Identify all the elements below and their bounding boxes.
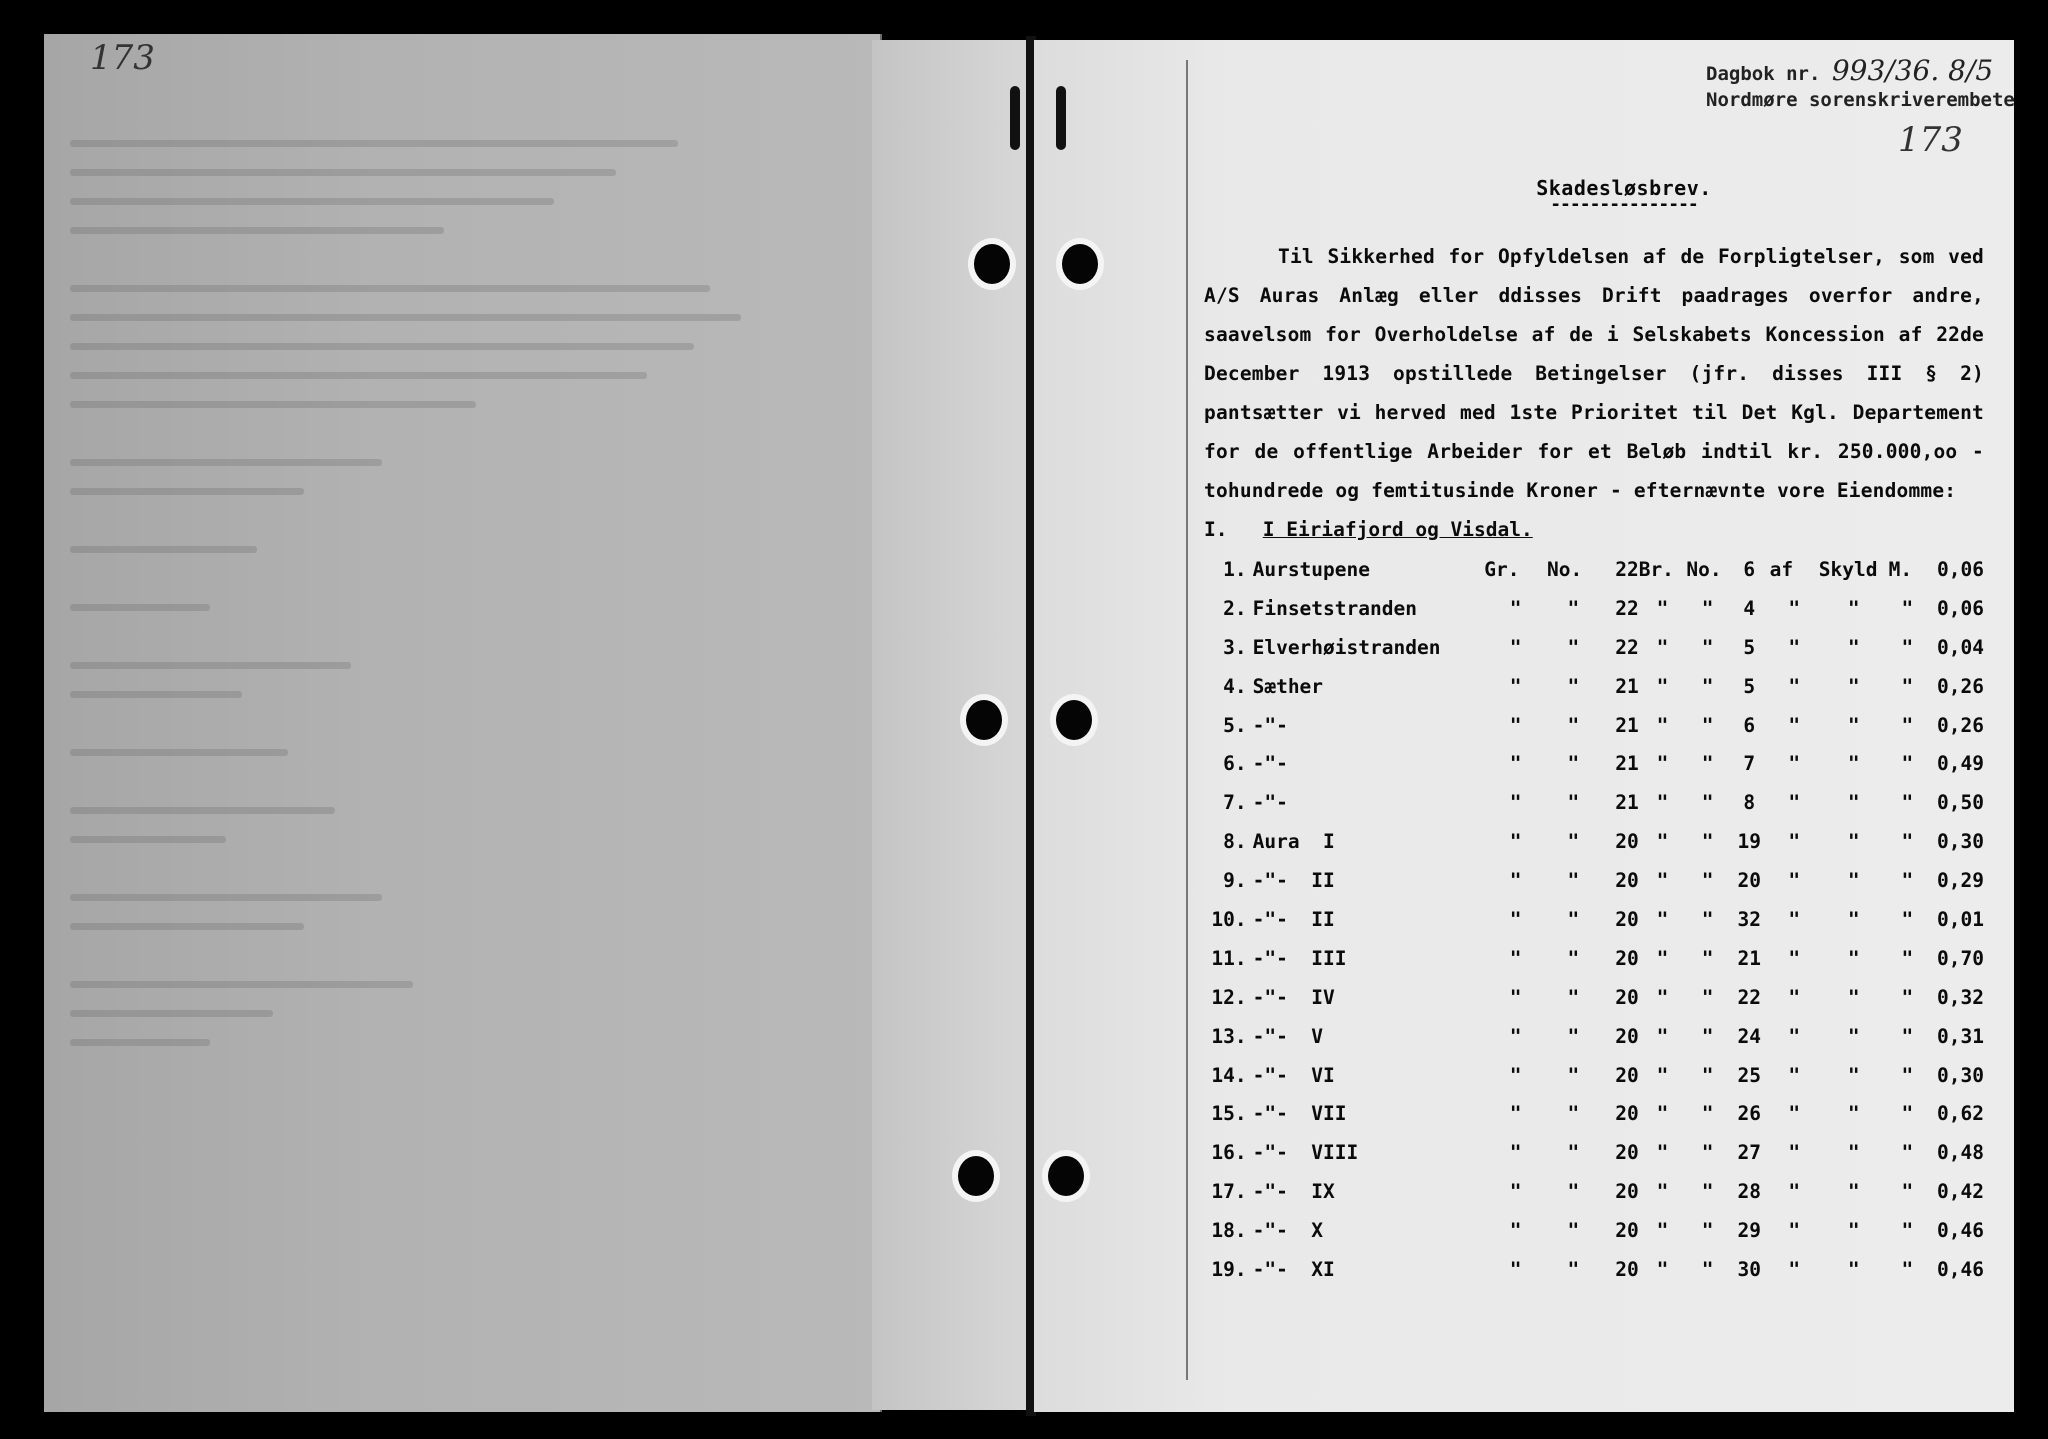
ditto-mark: " [1656, 1102, 1669, 1126]
ditto-mark: " [1788, 1141, 1801, 1165]
ditto-mark: " [1509, 596, 1522, 620]
ditto-mark: " [1701, 946, 1714, 970]
ditto-mark: " [1847, 946, 1860, 970]
gr-number: 22 [1615, 596, 1639, 620]
ditto-mark: " [1567, 1024, 1580, 1048]
gr-number: 20 [1615, 1063, 1639, 1087]
ditto-mark: " [1509, 1024, 1522, 1048]
gr-number: 20 [1615, 1180, 1639, 1204]
ditto-mark: " [1847, 752, 1860, 776]
ditto-mark: " [1701, 1102, 1714, 1126]
punch-hole [1056, 700, 1092, 740]
ditto-mark: " [1567, 674, 1580, 698]
ditto-mark: " [1901, 1102, 1914, 1126]
register-row [1204, 1172, 1984, 1211]
ditto-mark: " [1509, 1180, 1522, 1204]
ditto-mark: " [1656, 907, 1669, 931]
ditto-mark: " [1847, 1024, 1860, 1048]
stamp-label: Dagbok nr. [1706, 63, 1821, 85]
ditto-mark: " [1901, 635, 1914, 659]
ditto-mark: " [1901, 830, 1914, 854]
ditto-mark: " [1901, 713, 1914, 737]
br-number: 5 [1743, 674, 1756, 698]
ditto-mark: " [1901, 946, 1914, 970]
skyld-label: Skyld [1818, 557, 1878, 581]
ditto-mark: " [1788, 985, 1801, 1009]
ditto-mark: " [1567, 752, 1580, 776]
register-row [1204, 589, 1984, 628]
gr-label: Gr. [1484, 557, 1520, 581]
ditto-mark: " [1509, 907, 1522, 931]
br-number: 30 [1737, 1257, 1762, 1281]
ditto-mark: " [1701, 1141, 1714, 1165]
ditto-mark: " [1509, 1063, 1522, 1087]
punch-hole [966, 700, 1002, 740]
ditto-mark: " [1788, 635, 1801, 659]
br-number: 20 [1737, 869, 1762, 893]
row-number: 10. [1211, 907, 1247, 931]
property-name: Aurstupene [1252, 557, 1370, 581]
br-number: 28 [1737, 1180, 1762, 1204]
ditto-mark: " [1901, 1024, 1914, 1048]
register-row [1204, 861, 1984, 900]
row-number: 6. [1223, 752, 1247, 776]
punch-hole [1048, 1156, 1084, 1196]
punch-hole [958, 1156, 994, 1196]
row-number: 4. [1223, 674, 1247, 698]
margin-rule [1186, 60, 1188, 1380]
register-row [1204, 706, 1984, 745]
mark-label: M. [1888, 557, 1913, 581]
row-number: 14. [1211, 1063, 1247, 1087]
left-page-faded-text [70, 140, 850, 1240]
skyld-value: 0,31 [1937, 1024, 1984, 1048]
gr-number: 20 [1615, 1102, 1639, 1126]
row-number: 12. [1211, 985, 1247, 1009]
register-row [1204, 822, 1984, 861]
register-row [1204, 1133, 1984, 1172]
skyld-value: 0,06 [1937, 596, 1984, 620]
ditto-mark: " [1701, 635, 1714, 659]
ditto-mark: " [1656, 752, 1669, 776]
ditto-mark: " [1701, 752, 1714, 776]
row-number: 16. [1211, 1141, 1247, 1165]
br-number: 7 [1743, 752, 1756, 776]
ditto-mark: " [1567, 1063, 1580, 1087]
skyld-value: 0,29 [1937, 869, 1984, 893]
row-number: 19. [1211, 1257, 1247, 1281]
row-number: 7. [1223, 791, 1247, 815]
ditto-mark: " [1656, 985, 1669, 1009]
ditto-mark: " [1901, 907, 1914, 931]
ditto-mark: " [1567, 1180, 1580, 1204]
skyld-value: 0,50 [1937, 791, 1984, 815]
property-register-table [1204, 550, 1984, 1289]
skyld-value: 0,48 [1937, 1141, 1984, 1165]
ditto-mark: " [1567, 1257, 1580, 1281]
ditto-mark: " [1901, 1219, 1914, 1243]
ditto-mark: " [1567, 907, 1580, 931]
ditto-mark: " [1567, 1102, 1580, 1126]
ditto-mark: " [1656, 869, 1669, 893]
gr-number: 21 [1615, 713, 1639, 737]
register-row [1204, 744, 1984, 783]
gr-number: 21 [1615, 791, 1639, 815]
gr-number: 20 [1615, 1024, 1639, 1048]
ditto-mark: " [1901, 869, 1914, 893]
row-number: 5. [1223, 713, 1247, 737]
ditto-mark: " [1509, 674, 1522, 698]
row-number: 13. [1211, 1024, 1247, 1048]
skyld-value: 0,49 [1937, 752, 1984, 776]
skyld-value: 0,30 [1937, 1063, 1984, 1087]
af-label: af [1769, 557, 1794, 581]
ditto-mark: " [1701, 1257, 1714, 1281]
gr-number: 20 [1615, 830, 1639, 854]
skyld-value: 0,46 [1937, 1257, 1984, 1281]
register-row [1204, 628, 1984, 667]
no-label: No. [1547, 557, 1583, 581]
ditto-mark: " [1701, 1219, 1714, 1243]
skyld-value: 0,42 [1937, 1180, 1984, 1204]
ditto-mark: " [1509, 752, 1522, 776]
ditto-mark: " [1788, 1180, 1801, 1204]
ditto-mark: " [1509, 1219, 1522, 1243]
property-name: Aura I [1252, 830, 1335, 854]
property-name: -"- VI [1252, 1063, 1335, 1087]
ditto-mark: " [1788, 791, 1801, 815]
skyld-value: 0,01 [1937, 907, 1984, 931]
ditto-mark: " [1788, 1219, 1801, 1243]
register-row [1204, 667, 1984, 706]
ditto-mark: " [1788, 713, 1801, 737]
ditto-mark: " [1701, 1063, 1714, 1087]
property-name: Sæther [1252, 674, 1324, 698]
section-number: I. [1204, 518, 1228, 541]
property-name: -"- XI [1252, 1257, 1335, 1281]
ditto-mark: " [1788, 596, 1801, 620]
property-name: Elverhøistranden [1252, 635, 1441, 659]
ditto-mark: " [1847, 985, 1860, 1009]
ditto-mark: " [1847, 713, 1860, 737]
ditto-mark: " [1701, 713, 1714, 737]
left-page-edge [872, 40, 1032, 1410]
register-row [1204, 1211, 1984, 1250]
journal-stamp [1706, 54, 2015, 113]
br-number: 25 [1737, 1063, 1762, 1087]
ditto-mark: " [1788, 1102, 1801, 1126]
property-name: -"- III [1252, 946, 1347, 970]
pledge-paragraph [1204, 237, 1984, 510]
ditto-mark: " [1656, 1219, 1669, 1243]
br-number: 27 [1737, 1141, 1762, 1165]
property-name: -"- [1252, 713, 1288, 737]
br-number: 21 [1737, 946, 1762, 970]
skyld-value: 0,62 [1937, 1102, 1984, 1126]
ditto-mark: " [1901, 1063, 1914, 1087]
register-row [1204, 783, 1984, 822]
gr-number: 20 [1615, 985, 1639, 1009]
ditto-mark: " [1788, 907, 1801, 931]
title-underline: --------------- [1550, 194, 1698, 215]
gr-number: 20 [1615, 907, 1639, 931]
ditto-mark: " [1701, 869, 1714, 893]
ditto-mark: " [1509, 1141, 1522, 1165]
property-name: -"- V [1252, 1024, 1324, 1048]
skyld-value: 0,26 [1937, 713, 1984, 737]
ditto-mark: " [1656, 1063, 1669, 1087]
ditto-mark: " [1788, 674, 1801, 698]
ditto-mark: " [1901, 791, 1914, 815]
gr-number: 21 [1615, 674, 1639, 698]
ditto-mark: " [1509, 1257, 1522, 1281]
ditto-mark: " [1701, 1180, 1714, 1204]
stamp-office: Nordmøre sorenskriverembete [1706, 89, 2015, 111]
br-number: 5 [1743, 635, 1756, 659]
ditto-mark: " [1509, 791, 1522, 815]
row-number: 18. [1211, 1219, 1247, 1243]
register-row [1204, 939, 1984, 978]
row-number: 8. [1223, 830, 1247, 854]
row-number: 9. [1223, 869, 1247, 893]
ditto-mark: " [1847, 907, 1860, 931]
ditto-mark: " [1701, 596, 1714, 620]
ditto-mark: " [1656, 635, 1669, 659]
ditto-mark: " [1788, 752, 1801, 776]
ditto-mark: " [1847, 1102, 1860, 1126]
ditto-mark: " [1788, 1024, 1801, 1048]
ditto-mark: " [1701, 674, 1714, 698]
property-name: -"- II [1252, 907, 1335, 931]
register-row [1204, 900, 1984, 939]
register-row [1204, 550, 1984, 589]
skyld-value: 0,70 [1937, 946, 1984, 970]
register-row [1204, 1094, 1984, 1133]
ditto-mark: " [1656, 713, 1669, 737]
register-row [1204, 1017, 1984, 1056]
skyld-value: 0,32 [1937, 985, 1984, 1009]
br-number: 6 [1743, 713, 1756, 737]
br-number: 32 [1737, 907, 1762, 931]
punch-hole [1062, 244, 1098, 284]
gr-number: 20 [1615, 1141, 1639, 1165]
gr-number: 22 [1615, 635, 1639, 659]
ditto-mark: " [1701, 830, 1714, 854]
ditto-mark: " [1656, 674, 1669, 698]
ditto-mark: " [1567, 791, 1580, 815]
property-name: -"- VII [1252, 1102, 1347, 1126]
binding-mark [1010, 86, 1020, 150]
ditto-mark: " [1656, 830, 1669, 854]
ditto-mark: " [1901, 1180, 1914, 1204]
ditto-mark: " [1847, 674, 1860, 698]
row-number: 17. [1211, 1180, 1247, 1204]
skyld-value: 0,30 [1937, 830, 1984, 854]
ditto-mark: " [1847, 1219, 1860, 1243]
ditto-mark: " [1847, 1257, 1860, 1281]
ditto-mark: " [1701, 791, 1714, 815]
document-body [1204, 176, 1984, 1289]
br-number: 8 [1743, 791, 1756, 815]
stamp-handwritten-number: 993/36. 8/5 [1831, 54, 1994, 87]
ditto-mark: " [1567, 596, 1580, 620]
ditto-mark: " [1567, 869, 1580, 893]
property-name: -"- [1252, 791, 1288, 815]
ditto-mark: " [1788, 830, 1801, 854]
ditto-mark: " [1901, 1141, 1914, 1165]
row-number: 2. [1223, 596, 1247, 620]
skyld-value: 0,06 [1937, 557, 1984, 581]
property-name: -"- [1252, 752, 1288, 776]
ditto-mark: " [1788, 946, 1801, 970]
ditto-mark: " [1847, 635, 1860, 659]
ditto-mark: " [1567, 1219, 1580, 1243]
br-label: Br. [1638, 557, 1674, 581]
row-number: 15. [1211, 1102, 1247, 1126]
property-name: -"- X [1252, 1219, 1324, 1243]
br-number: 29 [1737, 1219, 1762, 1243]
ditto-mark: " [1656, 946, 1669, 970]
ditto-mark: " [1701, 907, 1714, 931]
ditto-mark: " [1509, 635, 1522, 659]
ditto-mark: " [1901, 1257, 1914, 1281]
ditto-mark: " [1567, 985, 1580, 1009]
property-name: -"- II [1252, 869, 1335, 893]
gr-number: 21 [1615, 752, 1639, 776]
ditto-mark: " [1847, 1063, 1860, 1087]
ditto-mark: " [1567, 830, 1580, 854]
ditto-mark: " [1656, 596, 1669, 620]
register-row [1204, 1056, 1984, 1095]
skyld-value: 0,46 [1937, 1219, 1984, 1243]
row-number: 11. [1211, 946, 1247, 970]
ditto-mark: " [1788, 1063, 1801, 1087]
property-name: -"- VIII [1252, 1141, 1359, 1165]
br-number: 22 [1737, 985, 1762, 1009]
ditto-mark: " [1656, 791, 1669, 815]
binding-mark [1056, 86, 1066, 150]
ditto-mark: " [1701, 1024, 1714, 1048]
section-heading [1204, 511, 1984, 549]
ditto-mark: " [1567, 946, 1580, 970]
ditto-mark: " [1847, 596, 1860, 620]
br-number: 6 [1743, 557, 1756, 581]
br-number: 26 [1737, 1102, 1762, 1126]
ditto-mark: " [1901, 596, 1914, 620]
register-row [1204, 978, 1984, 1017]
pledge-paragraph-text: Til Sikkerhed for Opfyldelsen af de Forpligtelser, som ved A/S Auras Anlæg eller ddisses Drift paadrages overfor andre, saavelsom for Overholdelse af de i Selskabets Koncession af 22de December 1913 opstillede Betingelser (jfr. disses III § 2) pantsætter vi herved med 1ste Prioritet til Det Kgl. Departement for de offentlige Arbeider for et Beløb indtil kr. 250.000,oo - tohundrede og femtitusinde Kroner - efternævnte vore Eiendomme: [1204, 245, 1984, 502]
ditto-mark: " [1788, 869, 1801, 893]
gr-number: 20 [1615, 1219, 1639, 1243]
ditto-mark: " [1509, 1102, 1522, 1126]
ditto-mark: " [1788, 1257, 1801, 1281]
ditto-mark: " [1509, 830, 1522, 854]
ditto-mark: " [1656, 1180, 1669, 1204]
ditto-mark: " [1901, 752, 1914, 776]
punch-hole [974, 244, 1010, 284]
gr-number: 20 [1615, 869, 1639, 893]
ditto-mark: " [1901, 674, 1914, 698]
right-page-number: 173 [1898, 120, 1963, 160]
gr-number: 20 [1615, 946, 1639, 970]
ditto-mark: " [1567, 635, 1580, 659]
ditto-mark: " [1509, 869, 1522, 893]
ditto-mark: " [1509, 713, 1522, 737]
property-name: -"- IX [1252, 1180, 1335, 1204]
skyld-value: 0,04 [1937, 635, 1984, 659]
ditto-mark: " [1567, 1141, 1580, 1165]
ditto-mark: " [1701, 985, 1714, 1009]
row-number: 3. [1223, 635, 1247, 659]
row-number: 1. [1223, 557, 1247, 581]
ditto-mark: " [1847, 1141, 1860, 1165]
ditto-mark: " [1847, 869, 1860, 893]
gr-number: 20 [1615, 1257, 1639, 1281]
ditto-mark: " [1901, 985, 1914, 1009]
ditto-mark: " [1567, 713, 1580, 737]
br-number: 19 [1737, 830, 1762, 854]
ditto-mark: " [1847, 830, 1860, 854]
left-page-number: 173 [90, 38, 155, 78]
ditto-mark: " [1509, 946, 1522, 970]
ditto-mark: " [1656, 1141, 1669, 1165]
property-name: Finsetstranden [1252, 596, 1417, 620]
skyld-value: 0,26 [1937, 674, 1984, 698]
no-label: No. [1686, 557, 1722, 581]
ditto-mark: " [1509, 985, 1522, 1009]
register-row [1204, 1250, 1984, 1289]
ditto-mark: " [1847, 791, 1860, 815]
document-title: Skadesløsbrev. [1536, 176, 1712, 200]
ditto-mark: " [1656, 1024, 1669, 1048]
br-number: 4 [1743, 596, 1756, 620]
br-number: 24 [1737, 1024, 1762, 1048]
section-title: I Eiriafjord og Visdal. [1262, 518, 1533, 541]
gr-number: 22 [1615, 557, 1639, 581]
ditto-mark: " [1847, 1180, 1860, 1204]
ditto-mark: " [1656, 1257, 1669, 1281]
property-name: -"- IV [1252, 985, 1335, 1009]
